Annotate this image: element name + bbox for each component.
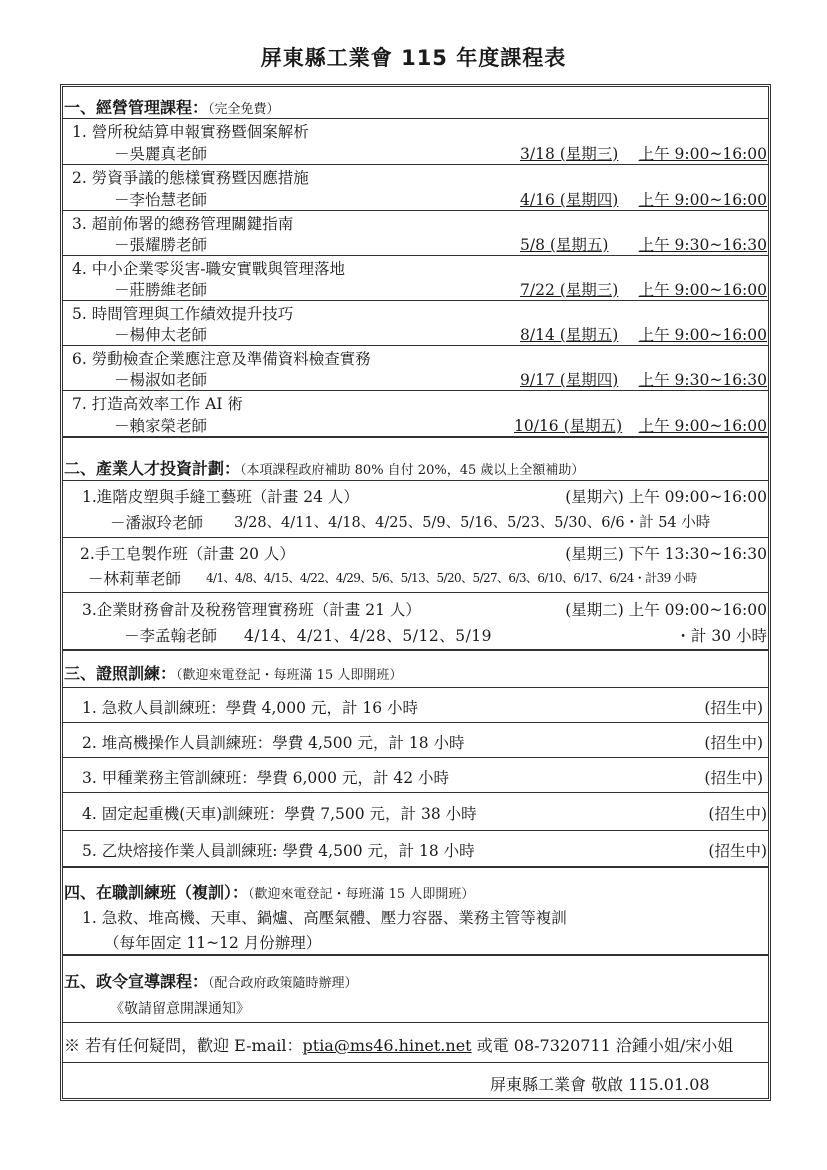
certificate-status: (招生中): [704, 769, 763, 787]
course-teacher: －李怡慧老師: [114, 191, 208, 209]
program-row: [62, 592, 769, 649]
section-5-title: 五、政令宣導課程：: [64, 972, 209, 991]
program-dates: 3/28、4/11、4/18、4/25、5/9、5/16、5/23、5/30、6/6・計 54 小時: [234, 515, 711, 531]
program-name: 2.手工皂製作班（計畫 20 人）: [80, 545, 295, 563]
refresher-courses: 1. 急救、堆高機、天車、鍋爐、高壓氣體、壓力容器、業務主管等複訓: [82, 909, 567, 927]
course-date: 8/14 (星期五): [520, 326, 619, 344]
program-row: [62, 537, 769, 592]
program-schedule: (星期六) 上午 09:00~16:00: [565, 488, 767, 506]
program-dates: 4/1、4/8、4/15、4/22、4/29、5/6、5/13、5/20、5/27、6/3、6/10、6/17、6/24・計39 小時: [206, 571, 697, 585]
section-1-note: （完全免費）: [208, 102, 280, 117]
certificate-name: 1. 急救人員訓練班：學費 4,000 元，計 16 小時: [82, 699, 419, 717]
course-date: 5/8 (星期五): [520, 236, 609, 254]
course-row: [62, 210, 769, 255]
certificate-status: (招生中): [704, 699, 763, 717]
course-time: 上午 9:00~16:00: [638, 281, 767, 299]
course-time: 上午 9:00~16:00: [638, 326, 767, 344]
course-name: 3. 超前佈署的總務管理關鍵指南: [72, 215, 294, 233]
course-name: 4. 中小企業零災害-職安實戰與管理落地: [72, 260, 345, 278]
page-title: 屏東縣工業會 115 年度課程表: [260, 46, 567, 70]
course-teacher: －楊伸太老師: [114, 326, 208, 344]
section-5-note: （配合政府政策隨時辦理）: [208, 976, 358, 991]
signature-row: [62, 1062, 769, 1099]
course-teacher: －賴家榮老師: [114, 417, 208, 435]
certificate-row: [62, 687, 769, 722]
course-name: 5. 時間管理與工作績效提升技巧: [72, 305, 294, 323]
certificate-row: [62, 830, 769, 866]
program-teacher: －李孟翰老師: [124, 627, 218, 645]
course-row: [62, 300, 769, 345]
course-name: 2. 勞資爭議的態樣實務暨因應措施: [72, 169, 309, 187]
course-time: 上午 9:30~16:30: [638, 371, 767, 389]
certificate-name: 4. 固定起重機(天車)訓練班：學費 7,500 元，計 38 小時: [82, 805, 477, 823]
notice-text: 《敬請留意開課通知》: [110, 1001, 250, 1017]
section-3-header: [62, 649, 769, 687]
certificate-status: (招生中): [708, 805, 767, 823]
course-date: 10/16 (星期五): [514, 417, 623, 435]
course-date: 7/22 (星期三): [520, 281, 619, 299]
course-name: 7. 打造高效率工作 AI 術: [72, 395, 243, 413]
course-row: [62, 164, 769, 210]
course-time: 上午 9:00~16:00: [638, 191, 767, 209]
section-2-note: （本項課程政府補助 80% 自付 20%，45 歲以上全額補助）: [240, 463, 585, 478]
section-4: [62, 866, 769, 954]
section-3-title: 三、證照訓練：: [64, 664, 177, 683]
course-time: 上午 9:00~16:00: [638, 145, 767, 163]
section-2-title: 二、產業人才投資計劃：: [64, 459, 241, 478]
course-date: 4/16 (星期四): [520, 191, 619, 209]
certificate-status: (招生中): [704, 734, 763, 752]
program-teacher: －潘淑玲老師: [110, 514, 204, 532]
course-name: 6. 勞動檢查企業應注意及準備資料檢查實務: [72, 350, 371, 368]
course-name: 1. 營所稅結算申報實務暨個案解析: [72, 123, 309, 141]
section-1-header: [62, 92, 769, 118]
contact-suffix: 或電 08-7320711 洽鍾小姐/宋小姐: [476, 1036, 734, 1055]
section-4-note: （歡迎來電登記・每班滿 15 人即開班）: [248, 887, 475, 902]
section-3-note: （歡迎來電登記・每班滿 15 人即開班）: [176, 668, 403, 683]
section-5: [62, 954, 769, 1022]
program-row: [62, 480, 769, 537]
program-schedule: (星期三) 下午 13:30~16:30: [565, 545, 767, 563]
signature: 屏東縣工業會 敬啟 115.01.08: [490, 1075, 710, 1094]
course-date: 3/18 (星期三): [520, 145, 619, 163]
refresher-schedule: （每年固定 11~12 月份辦理）: [104, 934, 322, 952]
course-teacher: －張耀勝老師: [114, 236, 208, 254]
certificate-name: 2. 堆高機操作人員訓練班：學費 4,500 元，計 18 小時: [82, 734, 465, 752]
course-row: [62, 345, 769, 390]
program-schedule: (星期二) 上午 09:00~16:00: [565, 601, 767, 619]
contact-email-link[interactable]: ptia@ms46.hinet.net: [302, 1036, 472, 1055]
certificate-row: [62, 722, 769, 757]
course-row: [62, 118, 769, 164]
course-row: [62, 390, 769, 436]
certificate-name: 5. 乙炔熔接作業人員訓練班: 學費 4,500 元，計 18 小時: [82, 842, 475, 860]
program-hours: ・計 30 小時: [675, 627, 767, 645]
contact-prefix: ※ 若有任何疑問，歡迎 E-mail：: [64, 1036, 303, 1055]
course-teacher: －莊勝維老師: [114, 281, 208, 299]
course-row: [62, 255, 769, 300]
section-1-title: 一、經營管理課程：: [64, 98, 209, 117]
course-time: 上午 9:30~16:30: [638, 236, 767, 254]
certificate-row: [62, 757, 769, 792]
course-teacher: －楊淑如老師: [114, 371, 208, 389]
certificate-name: 3. 甲種業務主管訓練班：學費 6,000 元，計 42 小時: [82, 769, 450, 787]
course-teacher: －吳麗真老師: [114, 145, 208, 163]
course-date: 9/17 (星期四): [520, 371, 619, 389]
contact-row: [62, 1022, 769, 1062]
program-dates: 4/14、4/21、4/28、5/12、5/19: [244, 627, 493, 645]
program-teacher: －林莉華老師: [88, 570, 182, 588]
program-name: 3.企業財務會計及稅務管理實務班（計畫 21 人）: [82, 601, 421, 619]
section-2-header: [62, 436, 769, 480]
certificate-status: (招生中): [708, 842, 767, 860]
program-name: 1.進階皮塑與手縫工藝班（計畫 24 人）: [82, 488, 359, 506]
section-4-title: 四、在職訓練班（複訓）：: [64, 883, 249, 902]
course-time: 上午 9:00~16:00: [638, 417, 767, 435]
certificate-row: [62, 792, 769, 830]
